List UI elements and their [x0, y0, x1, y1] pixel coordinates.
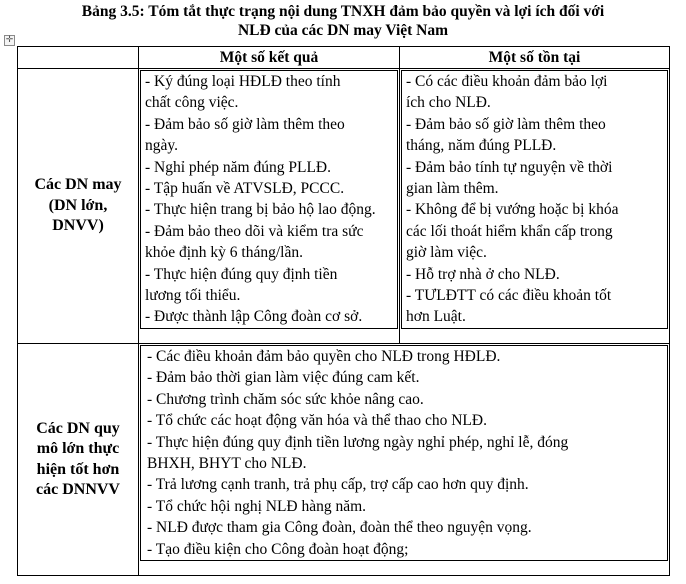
- list-item: - Tập huấn về ATVSLĐ, PCCC.: [145, 180, 345, 198]
- list-item: - Đảm bảo số giờ làm thêm theo: [406, 115, 606, 133]
- list-item: hơn Luật.: [406, 308, 466, 326]
- list-item: - Trả lương cạnh tranh, trả phụ cấp, trợ cấp cao hơn quy định.: [147, 476, 529, 494]
- row2-label-line: mô lớn thực: [36, 440, 120, 457]
- list-item: - Không để bị vướng hoặc bị khóa: [406, 201, 619, 219]
- row2-items-list: [140, 345, 668, 561]
- summary-table: [17, 46, 670, 576]
- list-item: - Tổ chức các hoạt động văn hóa và thể thao cho NLĐ.: [147, 412, 487, 430]
- row1-issues-cell: [400, 69, 670, 344]
- move-cross-icon[interactable]: ✛: [5, 35, 14, 45]
- row1-results-list: [140, 70, 398, 329]
- list-item: - Thực hiện đúng quy định tiền lương ngày nghỉ phép, nghỉ lễ, đóng: [147, 433, 569, 451]
- table-caption-line-2: NLĐ của các DN may Việt Nam: [237, 22, 449, 39]
- table-row-garment-enterprises: [18, 69, 670, 344]
- list-item: giờ làm việc.: [406, 244, 487, 262]
- list-item: - Đảm bảo tính tự nguyện về thời: [406, 158, 613, 176]
- list-item: - TƯLĐTT có các điều khoản tốt: [406, 287, 612, 305]
- list-item: gian làm thêm.: [406, 180, 499, 198]
- row2-label: [18, 344, 139, 576]
- list-item: - NLĐ được tham gia Công đoàn, đoàn thể theo nguyện vọng.: [147, 519, 532, 537]
- list-item: các lối thoát hiểm khẩn cấp trong: [406, 222, 613, 240]
- list-item: khỏe định kỳ 6 tháng/lần.: [145, 244, 303, 262]
- list-item: - Đảm bảo số giờ làm thêm theo: [145, 115, 345, 133]
- list-item: - Tổ chức hội nghị NLĐ hàng năm.: [147, 497, 367, 515]
- row2-label-line: các DNNVV: [36, 481, 120, 498]
- header-issues: Một số tồn tại: [400, 47, 670, 69]
- row2-label-line: hiện tốt hơn: [36, 460, 120, 478]
- header-results: Một số kết quả: [139, 47, 400, 69]
- list-item: - Chương trình chăm sóc sức khỏe nâng cao.: [147, 390, 424, 408]
- row1-results-cell: [139, 69, 400, 344]
- list-item: BHXH, BHYT cho NLĐ.: [147, 455, 307, 473]
- list-item: - Đảm bảo thời gian làm việc đúng cam kết.: [147, 369, 420, 387]
- row2-label-line: Các DN quy: [36, 419, 120, 437]
- list-item: - Được thành lập Công đoàn cơ sở.: [145, 308, 363, 326]
- row2-items-cell: [139, 344, 670, 576]
- list-item: - Nghỉ phép năm đúng PLLĐ.: [145, 158, 331, 176]
- row1-issues-list: [401, 70, 668, 329]
- list-item: - Đảm bảo theo dõi và kiểm tra sức: [145, 222, 364, 240]
- list-item: ích cho NLĐ.: [406, 94, 491, 112]
- list-item: lương tối thiểu.: [145, 287, 241, 305]
- row1-label-line: Các DN may: [34, 176, 122, 194]
- list-item: tháng, năm đúng PLLĐ.: [406, 137, 557, 155]
- list-item: - Hỗ trợ nhà ở cho NLĐ.: [406, 265, 560, 283]
- list-item: ngày.: [145, 137, 178, 155]
- list-item: - Tạo điều kiện cho Công đoàn hoạt động;: [147, 540, 409, 558]
- list-item: - Các điều khoản đảm bảo quyền cho NLĐ trong HĐLĐ.: [147, 348, 501, 365]
- table-caption-line-1: Bảng 3.5: Tóm tắt thực trạng nội dung TNXH đảm bảo quyền và lợi ích đối với: [81, 3, 605, 20]
- row1-label-line: DNVV): [52, 217, 104, 235]
- list-item: - Ký đúng loại HĐLĐ theo tính: [145, 73, 341, 90]
- list-item: - Thực hiện trang bị bảo hộ lao động.: [145, 201, 376, 219]
- row1-label: [18, 69, 139, 344]
- list-item: - Có các điều khoản đảm bảo lợi: [406, 73, 608, 90]
- row1-label-line: (DN lớn,: [48, 196, 108, 214]
- table-caption: [0, 2, 686, 40]
- list-item: chất công việc.: [145, 94, 239, 112]
- header-empty-cell: [18, 47, 139, 69]
- table-header-row: [18, 47, 670, 69]
- table-row-large-enterprises: [18, 344, 670, 576]
- list-item: - Thực hiện đúng quy định tiền: [145, 265, 338, 283]
